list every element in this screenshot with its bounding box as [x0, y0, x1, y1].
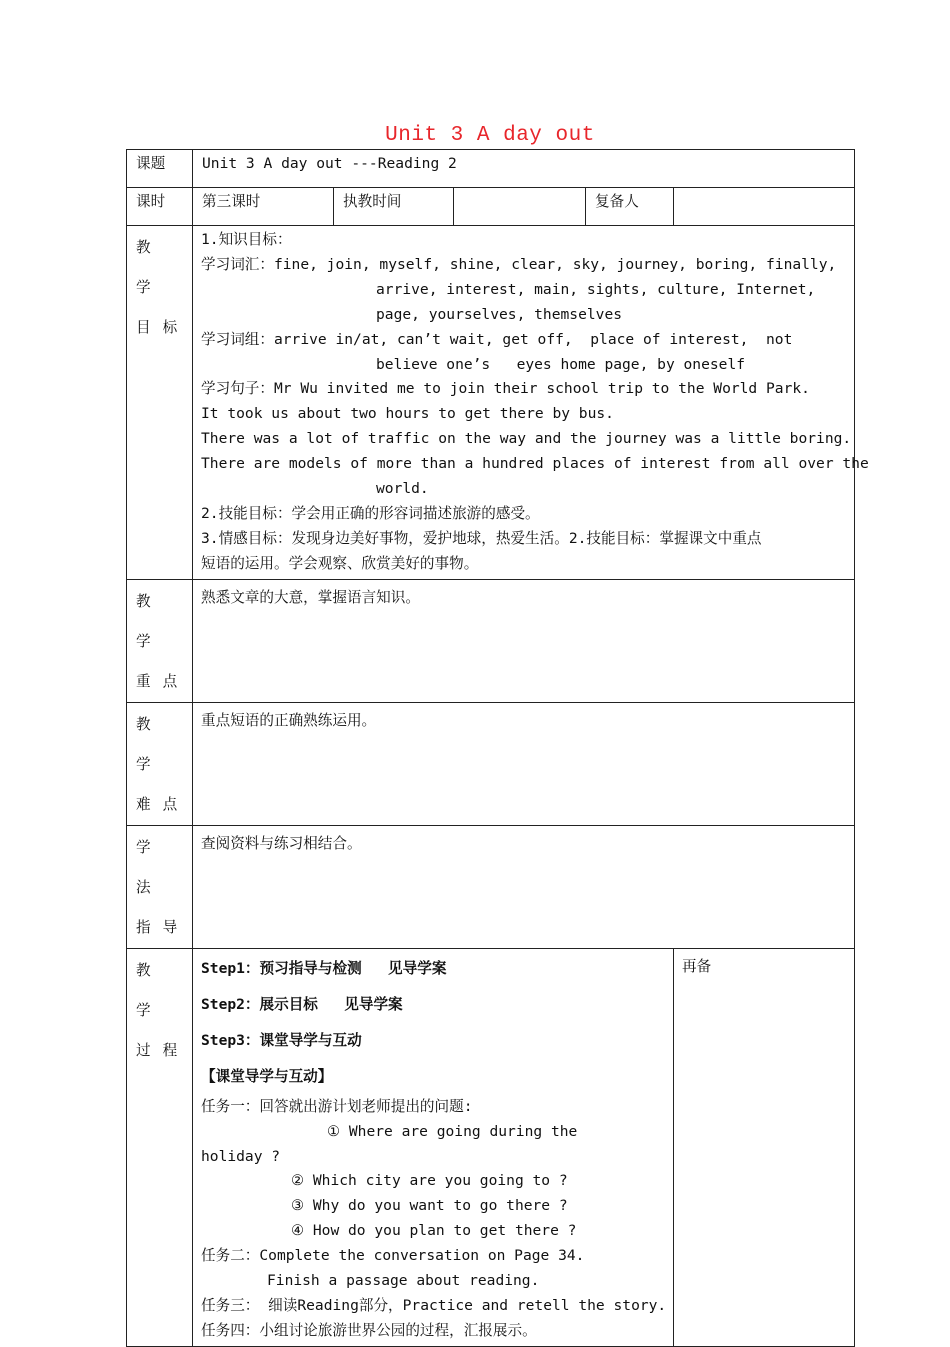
objective-line: 学习句子：Mr Wu invited me to join their school trip to the World Park. [201, 380, 810, 398]
difficulties-label-line2: 难点 [136, 795, 190, 813]
teach-time-label: 执教时间 [334, 188, 454, 226]
key-points-label-line2: 重点 [136, 672, 190, 690]
topic-value: Unit 3 A day out ---Reading 2 [193, 150, 855, 188]
teach-time-value [454, 188, 586, 226]
topic-row [127, 150, 855, 188]
period-row [127, 188, 855, 226]
process-label-line2: 过程 [136, 1041, 190, 1059]
difficulties-row [127, 702, 855, 825]
objective-line: believe one’s eyes home page, by oneself [376, 355, 746, 373]
difficulties-label-line1: 教 学 [136, 715, 163, 773]
task1-question: ③ Why do you want to go there ? [291, 1197, 568, 1215]
task2-line: Finish a passage about reading. [267, 1272, 540, 1290]
objective-line: 短语的运用。学会观察、欣赏美好的事物。 [201, 554, 479, 572]
step-line: Step1：预习指导与检测 见导学案 [201, 959, 447, 977]
task1-question: ① Where are going during the [327, 1122, 578, 1140]
objectives-content [193, 226, 869, 580]
prepare-value [674, 188, 855, 226]
method-label [127, 825, 193, 948]
key-points-value: 熟悉文章的大意，掌握语言知识。 [193, 579, 855, 702]
topic-label: 课题 [127, 150, 193, 188]
task2-line: 任务二：Complete the conversation on Page 34. [201, 1247, 585, 1265]
process-label [127, 948, 193, 1346]
method-label-line2: 指导 [136, 918, 190, 936]
objective-line: world. [376, 480, 429, 498]
task4-line: 任务四：小组讨论旅游世界公园的过程，汇报展示。 [201, 1321, 537, 1339]
process-row [127, 948, 855, 1346]
method-value: 查阅资料与练习相结合。 [193, 825, 855, 948]
method-label-line1: 学 法 [136, 838, 163, 896]
task1-question: ② Which city are you going to ? [291, 1172, 568, 1190]
period-label: 课时 [127, 188, 193, 226]
objective-line: page, yourselves, themselves [376, 305, 623, 323]
lesson-plan-table [126, 149, 869, 1347]
objectives-label-line1: 教 学 [136, 239, 163, 296]
section-heading: 【课堂导学与互动】 [201, 1067, 333, 1085]
objective-line: 2.技能目标：学会用正确的形容词描述旅游的感受。 [201, 504, 540, 522]
process-label-line1: 教 学 [136, 961, 163, 1019]
key-points-label-line1: 教 学 [136, 592, 163, 650]
re-prepare-label: 再备 [674, 948, 855, 1346]
objectives-label [127, 226, 193, 580]
objective-line: There was a lot of traffic on the way and the journey was a little boring. [201, 430, 852, 448]
objective-line: arrive, interest, main, sights, culture, Internet, [376, 280, 816, 298]
objective-line: 学习词汇：fine, join, myself, shine, clear, sky, journey, boring, finally, [201, 255, 837, 273]
task3-line: 任务三： 细读Reading部分，Practice and retell the story. [201, 1296, 667, 1314]
step-line: Step3：课堂导学与互动 [201, 1031, 362, 1049]
difficulties-value: 重点短语的正确熟练运用。 [193, 702, 855, 825]
step-line: Step2：展示目标 见导学案 [201, 995, 403, 1013]
key-points-label [127, 579, 193, 702]
objective-line: 1.知识目标： [201, 231, 292, 248]
objectives-label-line2: 目标 [136, 319, 190, 336]
objective-line: 学习词组：arrive in/at, can’t wait, get off, place of interest, not [201, 330, 793, 348]
prepare-label: 复备人 [586, 188, 674, 226]
page-title: Unit 3 A day out [385, 124, 595, 147]
key-points-row [127, 579, 855, 702]
objective-line: 3.情感目标：发现身边美好事物，爱护地球，热爱生活。2.技能目标：掌握课文中重点 [201, 529, 762, 547]
period-value: 第三课时 [193, 188, 334, 226]
task1-intro: 任务一：回答就出游计划老师提出的问题: [201, 1097, 473, 1115]
objective-line: It took us about two hours to get there by bus. [201, 405, 614, 423]
process-content [193, 948, 674, 1346]
task1-question: ④ How do you plan to get there ? [291, 1222, 577, 1240]
objective-line: There are models of more than a hundred places of interest from all over the [201, 455, 869, 473]
difficulties-label [127, 702, 193, 825]
task1-question-cont: holiday ? [201, 1147, 281, 1165]
method-row [127, 825, 855, 948]
objectives-row [127, 226, 855, 580]
